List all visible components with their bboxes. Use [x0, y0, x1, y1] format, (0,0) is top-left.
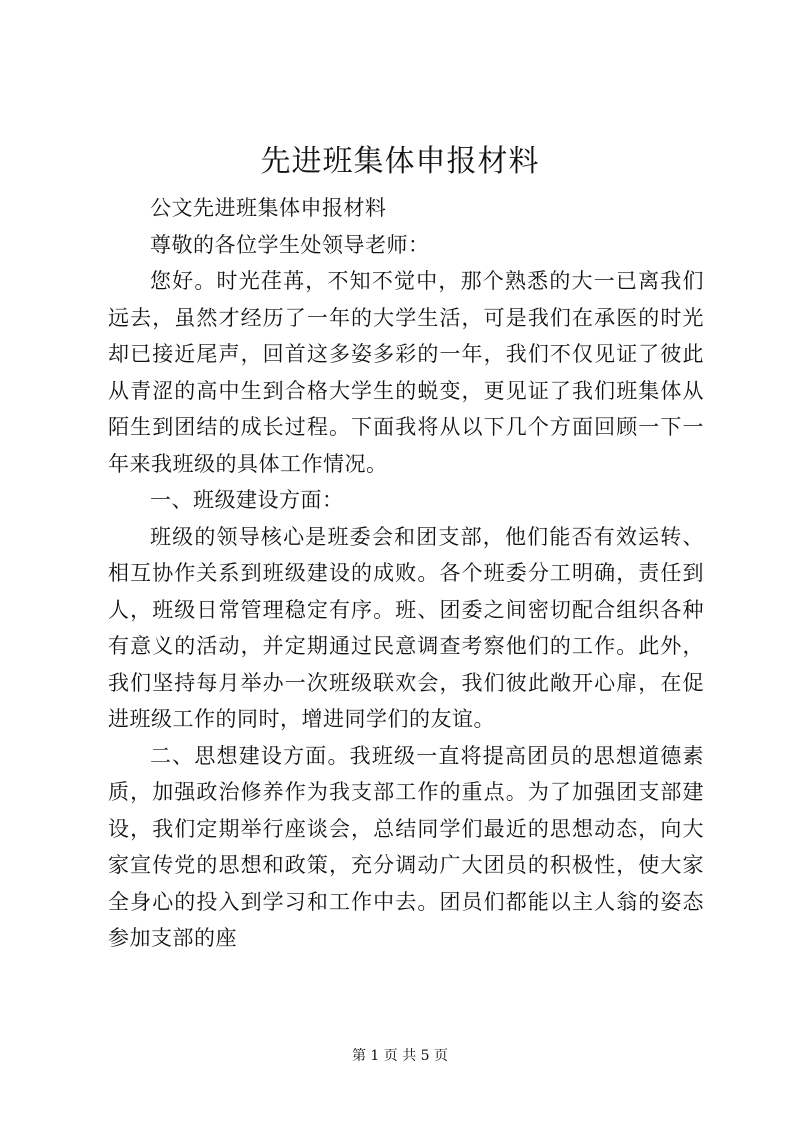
paragraph-class-building: 班级的领导核心是班委会和团支部，他们能否有效运转、相互协作关系到班级建设的成败。各个班委分工明确，责任到人，班级日常管理稳定有序。班、团委之间密切配合组织各种有意义的活动，并定期通过民意调查考察他们的工作。此外，我们坚持每月举办一次班级联欢会，我们彼此敞开心扉，在促进班级工作的同时，增进同学们的友谊。: [108, 524, 704, 731]
paragraph-greeting: 您好。时光荏苒，不知不觉中，那个熟悉的大一已离我们远去，虽然才经历了一年的大学生活，可是我们在承医的时光却已接近尾声，回首这多姿多彩的一年，我们不仅见证了彼此从青涩的高中生到合格大学生的蜕变，更见证了我们班集体从陌生到团结的成长过程。下面我将从以下几个方面回顾一下一年来我班级的具体工作情况。: [108, 269, 704, 476]
paragraph-subtitle: 公文先进班集体申报材料: [150, 196, 387, 220]
page-number-footer: 第 1 页 共 5 页: [351, 1048, 449, 1064]
section-heading-class-building: 一、班级建设方面：: [150, 488, 344, 512]
document-body: [108, 190, 704, 957]
paragraph-salutation: 尊敬的各位学生处领导老师：: [150, 232, 430, 257]
document-title: 先进班集体申报材料: [260, 144, 540, 179]
paragraph-ideological-building: 二、思想建设方面。我班级一直将提高团员的思想道德素质，加强政治修养作为我支部工作的重点。为了加强团支部建设，我们定期举行座谈会，总结同学们最近的思想动态，向大家宣传党的思想和政策，充分调动广大团员的积极性，使大家全身心的投入到学习和工作中去。团员们都能以主人翁的姿态参加支部的座: [108, 743, 704, 950]
